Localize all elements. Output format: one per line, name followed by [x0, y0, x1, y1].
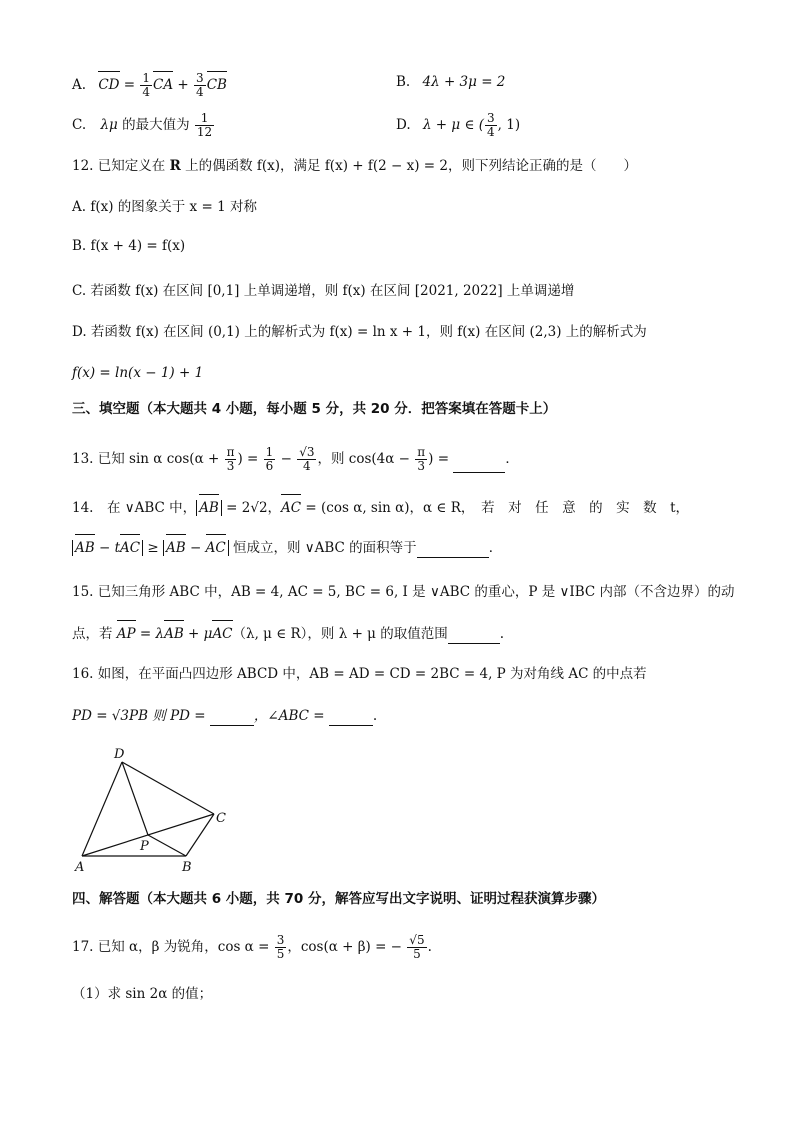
option-label: B.	[396, 74, 411, 90]
option-label: C.	[72, 117, 87, 133]
q15-line-2	[72, 624, 504, 644]
vector-ab: AB	[166, 540, 186, 556]
vector-ab: AB	[75, 540, 95, 556]
segment-cb	[186, 814, 214, 856]
q13-text: ) =	[237, 451, 263, 467]
denominator: 6	[265, 459, 274, 473]
fraction	[225, 446, 237, 473]
q14-line-1	[72, 498, 689, 518]
fraction	[264, 446, 276, 473]
q11-option-c	[72, 112, 215, 139]
label-b: B	[182, 860, 192, 875]
q13	[72, 446, 519, 473]
stem-text: 12. 已知定义在	[72, 158, 170, 174]
q15-line-1: 15. 已知三角形 ABC 中，AB = 4, AC = 5, BC = 6, I 是 ∨ABC 的重心，P 是 ∨IBC 内部（不含边界）的动	[72, 584, 735, 600]
label-a: A	[75, 860, 85, 875]
option-expression: 4λ + 3μ = 2	[422, 74, 506, 90]
option-text: 的最大值为	[117, 117, 194, 133]
fraction	[195, 112, 214, 139]
fraction	[194, 72, 206, 99]
q15-text: = λ	[135, 626, 165, 642]
segment-pb	[148, 835, 186, 856]
q12-option-c: C. 若函数 f(x) 在区间 [0,1] 上单调递增，则 f(x) 在区间 [2021, 2022] 上单调递增	[72, 283, 575, 299]
q13-text: ，则 cos(4α −	[317, 451, 415, 467]
segment-dc	[122, 762, 214, 814]
vector-cb: CB	[206, 77, 227, 93]
q13-text: 13. 已知 sin α cos(α +	[72, 451, 224, 467]
q17-text: ，cos(α + β) = −	[287, 939, 407, 955]
denominator: 4	[142, 85, 151, 99]
answer-blank[interactable]	[453, 458, 505, 473]
numerator: 1	[142, 71, 151, 85]
q14-text: = 2√2，	[221, 500, 282, 516]
vector-ac: AC	[212, 626, 233, 642]
q15-text: （λ, μ ∈ R），则 λ + μ 的取值范围	[232, 626, 448, 642]
numerator: 3	[276, 933, 285, 947]
q16-text: PD = √3PB 则 PD =	[72, 708, 210, 724]
minus-sign: −	[276, 451, 297, 467]
q17-text: 17. 已知 α，β 为锐角，cos α =	[72, 939, 274, 955]
denominator: 4	[303, 459, 311, 473]
fraction	[140, 72, 152, 99]
numerator: π	[417, 445, 426, 459]
q14-text: − t	[94, 540, 120, 556]
fraction	[407, 934, 426, 961]
numerator: 1	[195, 112, 214, 126]
vector-ac: AC	[205, 540, 226, 556]
label-p: P	[140, 839, 149, 854]
q12-stem	[72, 156, 637, 176]
denominator: 3	[417, 459, 426, 473]
vector-cd: CD	[98, 77, 120, 93]
denominator: 4	[487, 125, 495, 139]
q14-text: ≥	[143, 540, 163, 556]
punctuation: ．	[488, 540, 503, 556]
punctuation: .	[499, 626, 505, 642]
q17-stem	[72, 934, 432, 961]
q14-text: −	[185, 540, 206, 556]
vector-ab: AB	[164, 626, 184, 642]
segment-pd	[122, 762, 148, 835]
q12-option-b: B. f(x + 4) = f(x)	[72, 238, 186, 254]
punctuation: ．	[505, 451, 519, 467]
option-tail: , 1)	[497, 117, 521, 133]
answer-blank[interactable]	[329, 711, 373, 726]
answer-blank[interactable]	[448, 629, 500, 644]
q15-text: + μ	[183, 626, 213, 642]
section-3-heading: 三、填空题（本大题共 4 小题，每小题 5 分，共 20 分．把答案填在答题卡上）	[72, 401, 557, 417]
fraction	[415, 446, 427, 473]
denominator: 5	[413, 947, 421, 961]
q12-option-d: D. 若函数 f(x) 在区间 (0,1) 上的解析式为 f(x) = ln x + 1，则 f(x) 在区间 (2,3) 上的解析式为	[72, 324, 647, 340]
denominator: 12	[196, 125, 213, 139]
option-label: D.	[396, 117, 411, 133]
q15-text: 点，若	[72, 626, 117, 642]
option-label: A.	[72, 77, 87, 93]
q16-text: ，∠ABC =	[253, 708, 329, 724]
denominator: 4	[196, 85, 204, 99]
option-expression: λ + μ ∈ (	[422, 117, 485, 133]
q14-text: 14. 在 ∨ABC 中，	[72, 500, 197, 516]
real-set-symbol: R	[169, 158, 181, 174]
q16-line-2	[72, 706, 377, 726]
segment-ad	[82, 762, 122, 856]
q11-option-d	[396, 112, 520, 139]
q14-text: = (cos α, sin α)，α ∈ R， 若 对 任 意 的 实 数 t，	[301, 500, 690, 516]
abs-value	[196, 500, 222, 516]
option-expression: λμ	[100, 117, 118, 133]
vector-ab: AB	[199, 500, 219, 516]
label-c: C	[216, 811, 226, 826]
numerator: √5	[409, 933, 425, 947]
punctuation: .	[372, 708, 378, 724]
numerator: 3	[196, 71, 204, 85]
fraction	[275, 934, 287, 961]
abs-value	[163, 540, 229, 556]
label-d: D	[114, 747, 125, 762]
numerator: π	[226, 445, 235, 459]
q14-text: 恒成立，则 ∨ABC 的面积等于	[228, 540, 417, 556]
fraction	[485, 112, 497, 139]
vector-ca: CA	[153, 77, 174, 93]
q12-option-d-continued: f(x) = ln(x − 1) + 1	[72, 365, 204, 381]
quadrilateral-figure	[72, 742, 232, 882]
numerator: √3	[299, 445, 315, 459]
q11-option-a	[72, 72, 227, 99]
equals-sign: =	[119, 77, 140, 93]
stem-text: 上的偶函数 f(x)，满足 f(x) + f(2 − x) = 2，则下列结论正确的是（ ）	[180, 158, 637, 174]
punctuation: .	[427, 939, 432, 955]
q13-text: ) =	[428, 451, 454, 467]
fraction	[297, 446, 316, 473]
q14-line-2	[72, 538, 502, 558]
numerator: 1	[265, 445, 274, 459]
vector-ap: AP	[116, 626, 136, 642]
vector-ac: AC	[281, 500, 302, 516]
numerator: 3	[487, 111, 495, 125]
plus-sign: +	[173, 77, 194, 93]
q11-option-b	[396, 72, 505, 92]
answer-blank[interactable]	[210, 711, 254, 726]
q12-option-a: A. f(x) 的图象关于 x = 1 对称	[72, 199, 257, 215]
q16-line-1: 16. 如图，在平面凸四边形 ABCD 中，AB = AD = CD = 2BC = 4, P 为对角线 AC 的中点若	[72, 666, 647, 682]
abs-value	[72, 540, 143, 556]
denominator: 3	[226, 459, 235, 473]
vector-ac: AC	[120, 540, 141, 556]
answer-blank[interactable]	[417, 543, 489, 558]
section-4-heading: 四、解答题（本大题共 6 小题，共 70 分，解答应写出文字说明、证明过程获演算步骤）	[72, 891, 605, 907]
q17-part-1: （1）求 sin 2α 的值；	[72, 986, 213, 1002]
denominator: 5	[276, 947, 285, 961]
